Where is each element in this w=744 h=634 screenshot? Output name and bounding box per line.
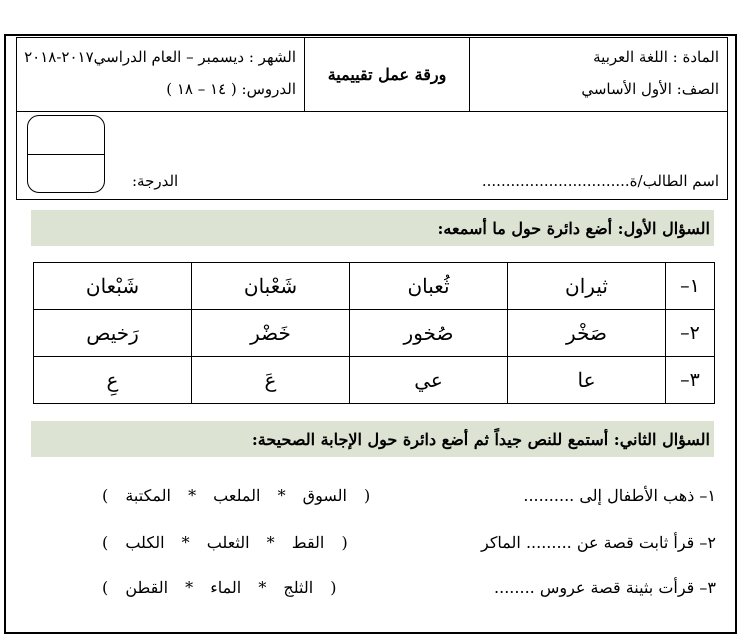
paren-open: ( <box>364 486 371 505</box>
mc-option[interactable]: الملعب <box>213 486 261 505</box>
header-date-cell <box>17 38 304 111</box>
word-cell[interactable]: عا <box>508 357 666 404</box>
mc-option[interactable]: الثلج <box>283 578 314 597</box>
word-cell[interactable]: خَضْر <box>192 310 350 357</box>
table-row <box>34 310 715 357</box>
header-subject-cell <box>469 38 727 111</box>
mc-stem: ١– ذهب الأطفال إلى .......... <box>523 486 716 505</box>
paren-close: ) <box>102 578 109 597</box>
row-number: ٣– <box>666 357 715 404</box>
mc-option[interactable]: الماء <box>210 578 242 597</box>
paren-close: ) <box>102 533 109 552</box>
question2-bar <box>31 421 714 457</box>
mc-option[interactable]: الثعلب <box>206 533 250 552</box>
word-cell[interactable]: صَخْر <box>508 310 666 357</box>
row-number: ٢– <box>666 310 715 357</box>
mc-option[interactable]: المكتبة <box>125 486 171 505</box>
mc-item <box>96 486 716 516</box>
mc-option[interactable]: الكلب <box>125 533 165 552</box>
question1-bar <box>31 210 714 246</box>
mc-option[interactable]: القط <box>291 533 325 552</box>
grade-label: الدرجة: <box>132 172 179 190</box>
separator-star: * <box>181 533 190 552</box>
subject-label: المادة : اللغة العربية <box>593 48 719 66</box>
word-cell[interactable]: صُخور <box>350 310 508 357</box>
class-label: الصف: الأول الأساسي <box>581 80 719 98</box>
question1-title: السؤال الأول: أضع دائرة حول ما أسمعه: <box>437 218 710 238</box>
word-cell[interactable]: عَ <box>192 357 350 404</box>
separator-star: * <box>185 578 194 597</box>
paren-open: ( <box>341 533 348 552</box>
row-number: ١– <box>666 263 715 310</box>
month-year-label: الشهر : ديسمبر – العام الدراسي٢٠١٧-٢٠١٨ <box>24 48 296 66</box>
word-cell[interactable]: ثيران <box>508 263 666 310</box>
paren-close: ) <box>102 486 109 505</box>
worksheet-title: ورقة عمل تقييمية <box>327 65 447 84</box>
table-row <box>34 263 715 310</box>
separator-star: * <box>266 533 275 552</box>
student-name-field[interactable]: اسم الطالب/ة............................... <box>481 172 719 190</box>
separator-star: * <box>277 486 286 505</box>
separator-star: * <box>258 578 267 597</box>
grade-box-divider <box>28 154 104 155</box>
table-row <box>34 357 715 404</box>
word-cell[interactable]: شَعْبان <box>192 263 350 310</box>
word-cell[interactable]: عي <box>350 357 508 404</box>
paren-open: ( <box>330 578 337 597</box>
student-info-box <box>16 112 728 200</box>
word-cell[interactable]: عِ <box>34 357 192 404</box>
word-cell[interactable]: شَبْعان <box>34 263 192 310</box>
header-title-cell <box>304 38 469 111</box>
word-cell[interactable]: رَخيص <box>34 310 192 357</box>
mc-options <box>96 578 343 597</box>
question2-title: السؤال الثاني: أستمع للنص جيداً ثم أضع دائرة حول الإجابة الصحيحة: <box>251 429 710 449</box>
word-cell[interactable]: ثُعبان <box>350 263 508 310</box>
mc-option[interactable]: القطن <box>125 578 169 597</box>
mc-item <box>96 533 716 563</box>
mc-stem: ٢– قرأ ثابت قصة عن ......... الماكر <box>480 533 716 552</box>
mc-item <box>96 578 716 608</box>
mc-options <box>96 486 376 505</box>
mc-option[interactable]: السوق <box>302 486 347 505</box>
lessons-label: الدروس: ( ١٤ – ١٨ ) <box>166 80 296 98</box>
mc-options <box>96 533 354 552</box>
word-table <box>33 262 715 404</box>
mc-stem: ٣– قرأت بثينة قصة عروس ........ <box>494 578 716 597</box>
grade-box[interactable] <box>27 115 105 193</box>
separator-star: * <box>188 486 197 505</box>
worksheet-header <box>16 37 728 112</box>
